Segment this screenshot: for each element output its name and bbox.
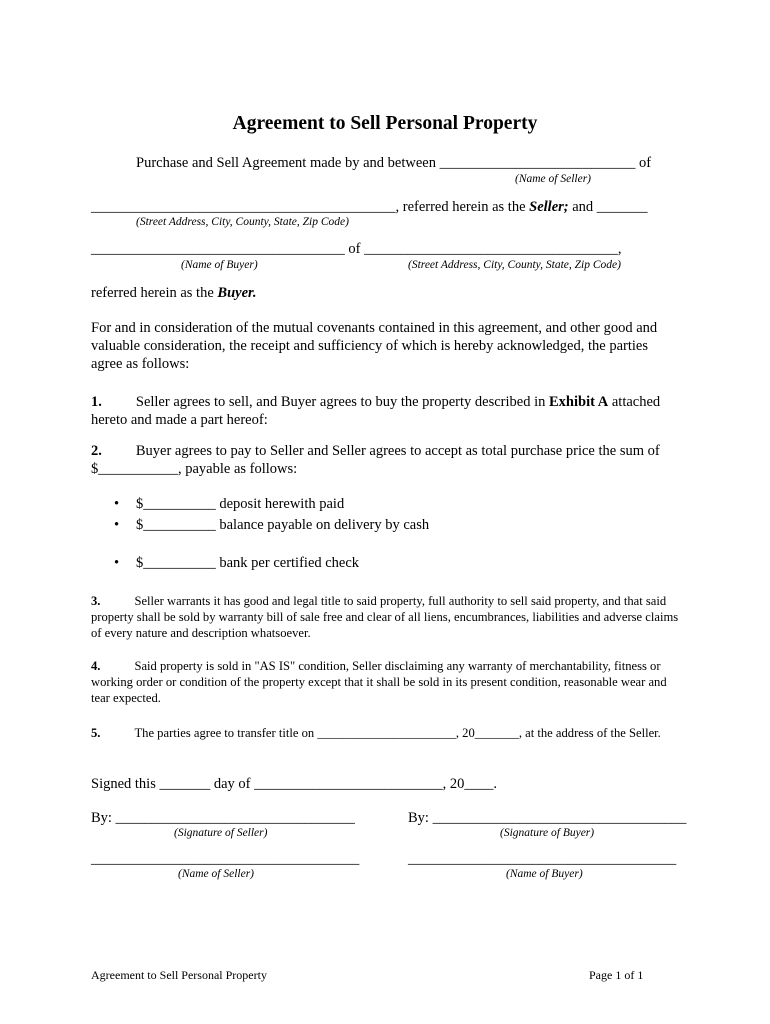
intro-line-4-pre: referred herein as the — [91, 285, 218, 301]
section-3-number: 3. — [91, 594, 101, 608]
intro-line-1: Purchase and Sell Agreement made by and between ___________________________ of — [136, 155, 652, 171]
caption-seller-address: (Street Address, City, County, State, Zip Code) — [136, 216, 349, 228]
caption-name-of-buyer: (Name of Buyer) — [181, 259, 258, 271]
section-3 — [91, 593, 681, 641]
page-title: Agreement to Sell Personal Property — [232, 113, 538, 134]
seller-signature-line: By: _________________________________ — [91, 810, 355, 826]
intro-line-3: ___________________________________ of ___________________________________, — [91, 241, 622, 257]
intro-line-2-post: and _______ — [568, 199, 648, 215]
section-1-text-pre: Seller agrees to sell, and Buyer agrees to buy the property described in — [135, 394, 549, 410]
caption-name-of-seller: (Name of Seller) — [515, 173, 592, 185]
seller-term: Seller; — [529, 199, 569, 215]
intro-line-4 — [91, 284, 256, 302]
section-4 — [91, 658, 681, 706]
caption-buyer-name: (Name of Buyer) — [506, 868, 583, 880]
seller-name-line: _____________________________________ — [91, 851, 360, 867]
section-5-text: The parties agree to transfer title on ______________________, 20_______, at the address of the Seller. — [134, 726, 661, 740]
section-5 — [91, 725, 681, 741]
section-2-number: 2. — [91, 443, 102, 459]
consideration-paragraph: For and in consideration of the mutual covenants contained in this agreement, and other good and valuable consideration, the receipt and sufficiency of which is hereby acknowledged, the parties agree as follows: — [91, 320, 658, 372]
section-1-number: 1. — [91, 394, 102, 410]
caption-signature-of-seller: (Signature of Seller) — [174, 827, 268, 839]
section-1-text-post: attached hereto and made a part hereof: — [91, 394, 661, 428]
buyer-signature-line: By: ___________________________________ — [408, 810, 687, 826]
bullet-1-symbol: • — [114, 496, 120, 512]
section-5-number: 5. — [91, 726, 101, 740]
bullet-2-text: $__________ balance payable on delivery by cash — [136, 517, 430, 533]
section-1 — [91, 393, 681, 429]
bullet-3-symbol: • — [114, 555, 120, 571]
buyer-name-line: _____________________________________ — [408, 851, 677, 867]
bullet-3-text: $__________ bank per certified check — [136, 555, 360, 571]
bullet-1-text: $__________ deposit herewith paid — [136, 496, 345, 512]
caption-seller-name: (Name of Seller) — [178, 868, 255, 880]
bullet-2-symbol: • — [114, 517, 120, 533]
caption-buyer-address: (Street Address, City, County, State, Zip Code) — [408, 259, 621, 271]
intro-line-2-pre: __________________________________________, referred herein as the — [91, 199, 530, 215]
intro-line-2 — [91, 198, 648, 216]
caption-signature-of-buyer: (Signature of Buyer) — [500, 827, 595, 839]
exhibit-a-term: Exhibit A — [549, 394, 609, 410]
footer-page-number: Page 1 of 1 — [589, 968, 644, 982]
section-2-text: Buyer agrees to pay to Seller and Seller agrees to accept as total purchase price the sum of $___________, payable as follows: — [91, 443, 660, 477]
signed-line: Signed this _______ day of __________________________, 20____. — [91, 776, 497, 792]
buyer-term: Buyer. — [217, 285, 257, 301]
footer-document-title: Agreement to Sell Personal Property — [91, 968, 267, 982]
section-4-number: 4. — [91, 659, 101, 673]
section-3-text: Seller warrants it has good and legal title to said property, full authority to sell said property, and that said property shall be sold by warranty bill of sale free and clear of all liens, encumbrances, liabilities and adverse claims of every nature and description whatsoever. — [91, 594, 679, 640]
section-4-text: Said property is sold in "AS IS" condition, Seller disclaiming any warranty of merchantability, fitness or working order or condition of the property except that it shall be sold in its present condition, reasonable wear and tear expected. — [91, 659, 667, 705]
section-2 — [91, 442, 681, 478]
